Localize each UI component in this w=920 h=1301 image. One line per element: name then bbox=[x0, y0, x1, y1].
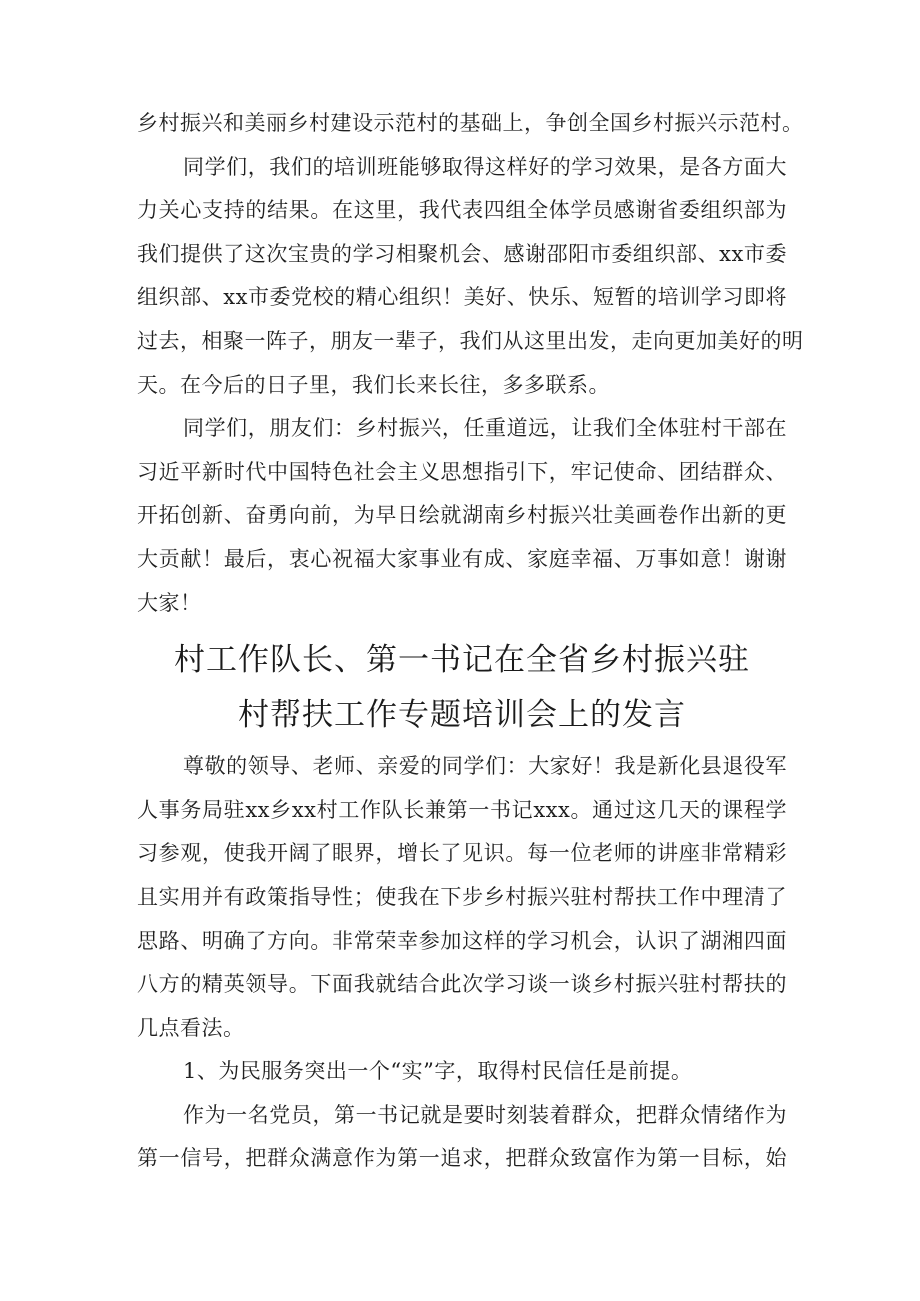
section-heading-1 bbox=[137, 1050, 787, 1094]
text-line: 同学们，我们的培训班能够取得这样好的学习效果，是各方面大 bbox=[183, 154, 787, 179]
text-line: 大贡献！最后，衷心祝福大家事业有成、家庭幸福、万事如意！谢谢 bbox=[137, 546, 787, 571]
text-line: 作为一名党员，第一书记就是要时刻装着群众，把群众情绪作为 bbox=[183, 1102, 787, 1127]
text-line: 几点看法。 bbox=[137, 1015, 245, 1040]
text-line: 组织部、xx市委党校的精心组织！美好、快乐、短暂的培训学习即将 bbox=[137, 285, 787, 310]
text-line: 我们提供了这次宝贵的学习相聚机会、感谢邵阳市委组织部、xx市委 bbox=[137, 241, 787, 266]
text-line: 习参观，使我开阔了眼界，增长了见识。每一位老师的讲座非常精彩 bbox=[137, 841, 787, 866]
text-line: 大家！ bbox=[137, 590, 202, 615]
text-line: 八方的精英领导。下面我就结合此次学习谈一谈乡村振兴驻村帮扶的 bbox=[137, 972, 787, 997]
text-line: 思路、明确了方向。非常荣幸参加这样的学习机会，认识了湖湘四面 bbox=[137, 928, 787, 953]
paragraph-5 bbox=[137, 1094, 787, 1181]
document-title bbox=[137, 633, 787, 743]
text-line: 开拓创新、奋勇向前，为早日绘就湖南乡村振兴壮美画卷作出新的更 bbox=[137, 503, 787, 528]
text-line: 过去，相聚一阵子，朋友一辈子，我们从这里出发，走向更加美好的明 bbox=[137, 328, 804, 353]
text-line: 且实用并有政策指导性；使我在下步乡村振兴驻村帮扶工作中理清了 bbox=[137, 884, 787, 909]
title-line-2: 村帮扶工作专题培训会上的发言 bbox=[238, 697, 686, 734]
text-line: 力关心支持的结果。在这里，我代表四组全体学员感谢省委组织部为 bbox=[137, 198, 787, 223]
text-line: 天。在今后的日子里，我们长来长往，多多联系。 bbox=[137, 372, 610, 397]
text-line: 1、为民服务突出一个“实”字，取得村民信任是前提。 bbox=[183, 1059, 693, 1084]
text-line: 习近平新时代中国特色社会主义思想指引下，牢记使命、团结群众、 bbox=[137, 459, 787, 484]
title-line-1: 村工作队长、第一书记在全省乡村振兴驻 bbox=[174, 642, 750, 679]
text-line: 尊敬的领导、老师、亲爱的同学们：大家好！我是新化县退役军 bbox=[183, 754, 787, 779]
paragraph-1 bbox=[137, 102, 804, 146]
paragraph-3 bbox=[137, 407, 787, 625]
paragraph-4 bbox=[137, 745, 787, 1050]
paragraph-2 bbox=[137, 146, 804, 408]
text-line: 乡村振兴和美丽乡村建设示范村的基础上，争创全国乡村振兴示范村。 bbox=[137, 111, 804, 135]
text-line: 第一信号，把群众满意作为第一追求，把群众致富作为第一目标，始 bbox=[137, 1146, 787, 1171]
document-page bbox=[137, 102, 804, 1181]
text-line: 人事务局驻xx乡xx村工作队长兼第一书记xxx。通过这几天的课程学 bbox=[137, 797, 787, 822]
text-line: 同学们，朋友们：乡村振兴，任重道远，让我们全体驻村干部在 bbox=[183, 416, 787, 441]
